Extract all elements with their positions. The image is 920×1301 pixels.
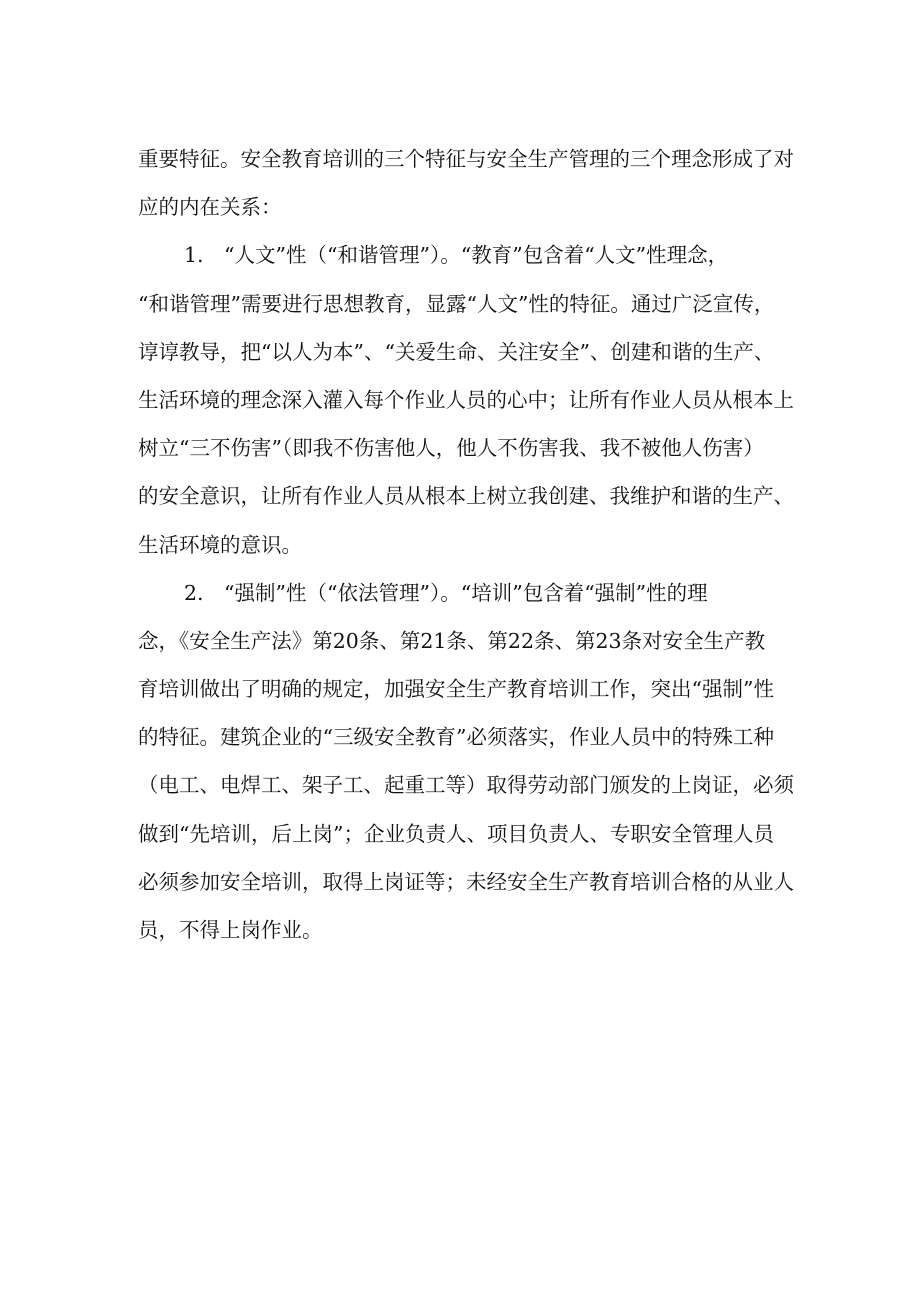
- text-line-8: 的安全意识，让所有作业人员从根本上树立我创建、我维护和谐的生产、: [138, 484, 794, 509]
- text-line-3: 1. “人文”性（“和谐管理”）。“教育”包含着“人文”性理念，: [184, 243, 729, 268]
- text-line-6: 生活环境的理念深入灌入每个作业人员的心中；让所有作业人员从根本上: [138, 387, 794, 412]
- text-line-12: 育培训做出了明确的规定，加强安全生产教育培训工作，突出“强制”性: [138, 677, 774, 702]
- text-line-10: 2. “强制”性（“依法管理”）。“培训”包含着“强制”性的理: [184, 580, 708, 605]
- text-line-9: 生活环境的意识。: [138, 532, 302, 557]
- document-body: [138, 135, 798, 954]
- text-line-1: 重要特征。安全教育培训的三个特征与安全生产管理的三个理念形成了对: [138, 147, 794, 171]
- text-line-13: 的特征。建筑企业的“三级安全教育”必须落实，作业人员中的特殊工种: [138, 725, 774, 750]
- text-line-5: 谆谆教导，把“以人为本”、“关爱生命、关注安全”、创建和谐的生产、: [138, 339, 775, 364]
- text-line-4: “和谐管理”需要进行思想教育，显露“人文”性的特征。通过广泛宣传，: [138, 291, 775, 316]
- text-line-7: 树立“三不伤害”（即我不伤害他人，他人不伤害我、我不被他人伤害）: [138, 436, 764, 461]
- text-line-2: 应的内在关系：: [138, 195, 282, 220]
- text-line-17: 员，不得上岗作业。: [138, 918, 323, 942]
- text-line-11: 念，《安全生产法》第20条、第21条、第22条、第23条对安全生产教: [138, 628, 766, 653]
- text-line-15: 做到“先培训，后上岗”；企业负责人、项目负责人、专职安全管理人员: [138, 821, 774, 846]
- text-line-14: （电工、电焊工、架子工、起重工等）取得劳动部门颁发的上岗证，必须: [138, 773, 794, 798]
- text-line-16: 必须参加安全培训，取得上岗证等；未经安全生产教育培训合格的从业人: [138, 869, 794, 894]
